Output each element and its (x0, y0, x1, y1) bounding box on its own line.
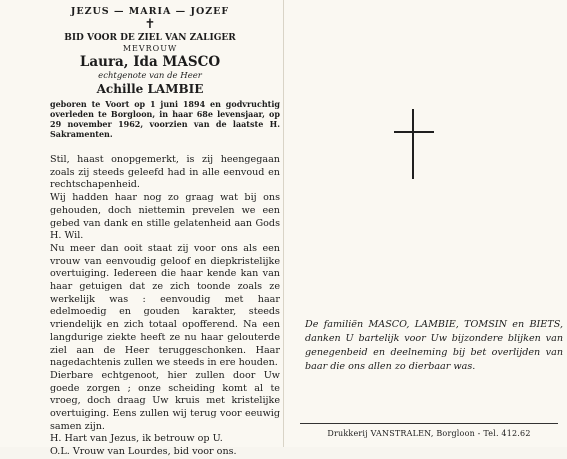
paragraph: Stil, haast onopgemerkt, is zij heengegaan zoals zij steeds geleefd had in alle eenvoud en rechtschapenheid. (50, 154, 280, 191)
spouse-name: Achille LAMBIE (96, 82, 204, 96)
prayer-line: H. Hart van Jezus, ik betrouw op U. (50, 433, 223, 445)
paragraph: Dierbare echtgenoot, hier zullen door Uw goede zorgen ; onze scheiding komt al te vroeg, doch draag Uw kruis met kristelijke overtuiging. Eens zullen wij terug voor eeuwig samen zijn. (50, 369, 280, 432)
invocation: JEZUS — MARIA — JOZEF (70, 6, 230, 17)
cross-icon (394, 109, 440, 179)
fold-line (283, 0, 284, 447)
small-cross-icon: ✝ (144, 17, 156, 32)
biography: geboren te Voort op 1 juni 1894 en godvruchtig overleden te Borgloon, in haar 68e levensjaar, op 29 november 1962, voorzien van de laatste H. Sakramenten. (50, 99, 280, 139)
memorial-text (50, 154, 280, 459)
thanks-text: De familiën MASCO, LAMBIE, TOMSIN en BIETS, danken U bartelijk voor Uw bijzondere blijken van genegenbeid en deelneming bij bet overlijden van baar die ons allen zo dierbaar was. (305, 319, 563, 372)
printer-line: Drukkerij VANSTRALEN, Borgloon - Tel. 412.62 (300, 423, 558, 438)
paragraph: Nu meer dan ooit staat zij voor ons als een vrouw van eenvoudig geloof en diepkristelijke overtuiging. Iedereen die haar kende kan van haar getuigen dat ze zich toonde zoals ze werkelijk was : eenvoudig met haar edelmoedig en gouden karakter, steeds vriendelijk en zich totaal opofferend. Na een langdurige ziekte heeft ze nu haar gelouterde ziel aan de Heer teruggeschonken. Haar nagedachtenis zullen we steeds in ere houden. (50, 242, 280, 369)
paragraph: Wij hadden haar nog zo graag wat bij ons gehouden, doch niettemin prevelen we een gebed van dank en stille gelatenheid aan Gods H. Wil. (50, 192, 280, 242)
prayer-header: BID VOOR DE ZIEL VAN ZALIGER (64, 33, 236, 43)
right-panel (297, 0, 563, 447)
spouse-label: echtgenote van de Heer (98, 71, 202, 81)
left-panel (50, 6, 280, 458)
deceased-name: Laura, Ida MASCO (79, 54, 221, 70)
prayer-line: O.L. Vrouw van Lourdes, bid voor ons. (50, 446, 237, 458)
title-label: MEVROUW (122, 44, 178, 53)
